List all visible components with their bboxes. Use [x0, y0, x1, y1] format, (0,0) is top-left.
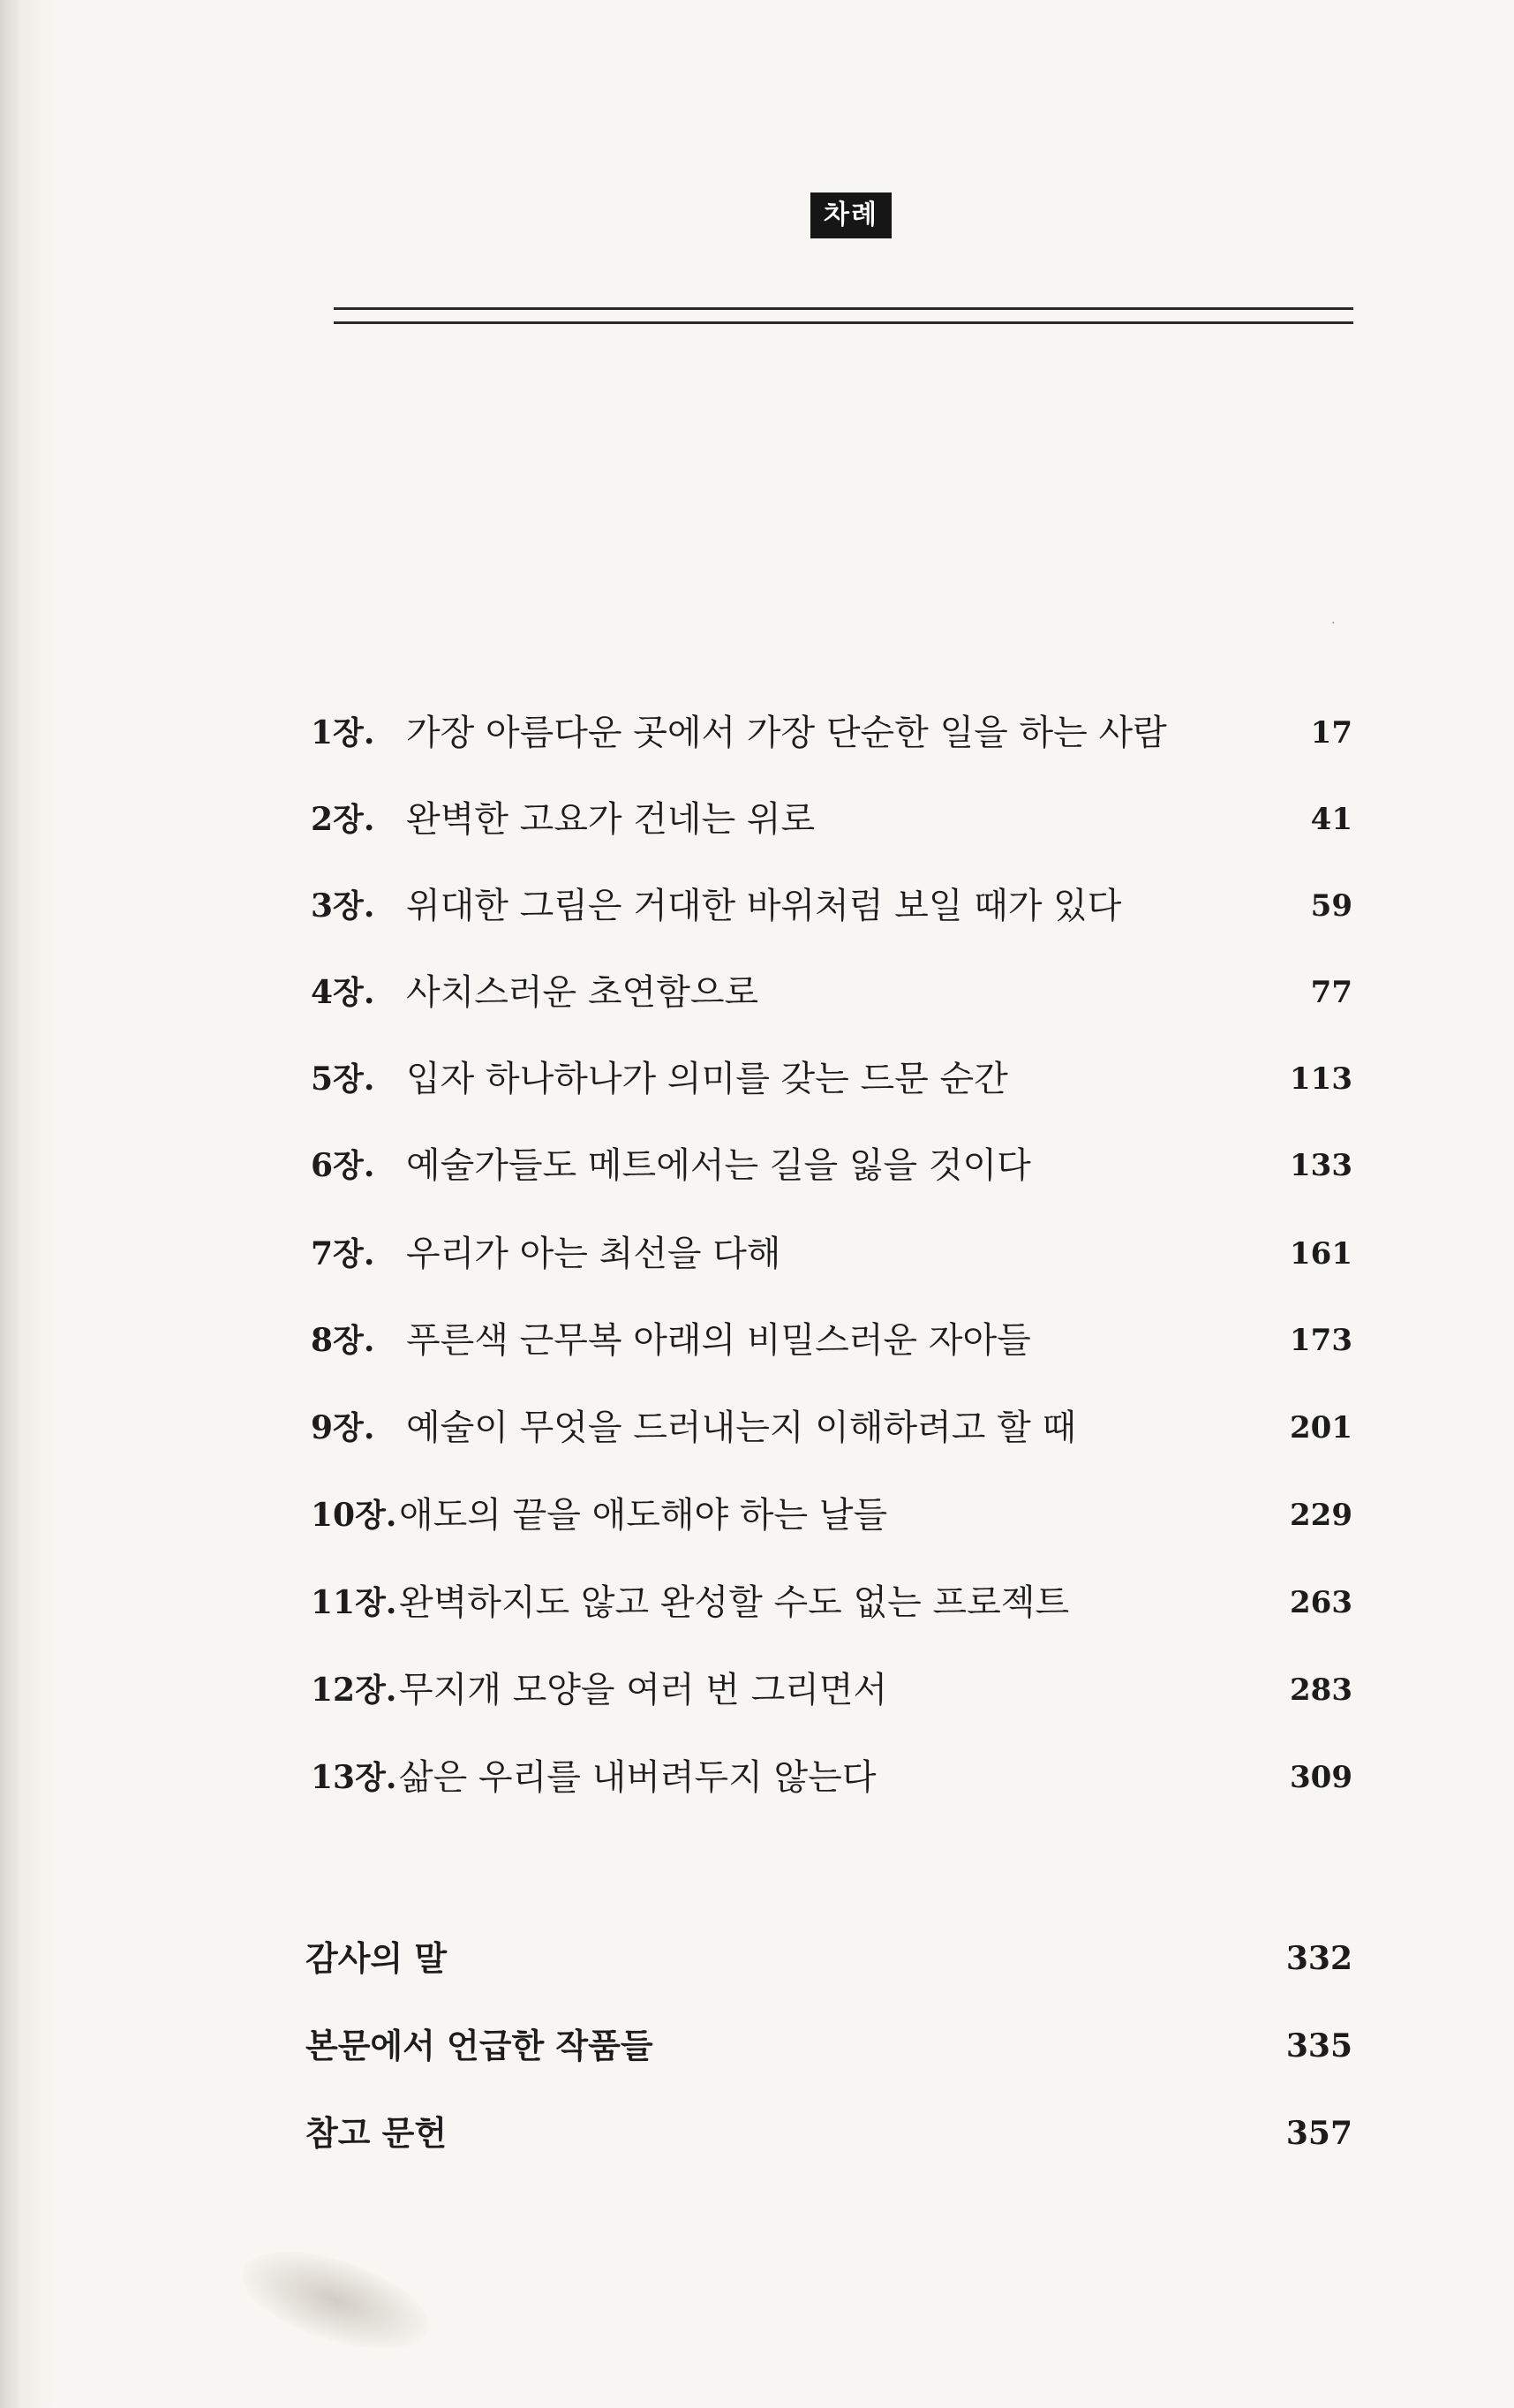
chapter-title: 입자 하나하나가 의미를 갖는 드문 순간 — [406, 1059, 1008, 1099]
back-entry-references[interactable] — [305, 2107, 1352, 2160]
toc-entry-3[interactable] — [311, 879, 1352, 932]
chapter-number: 9장. — [311, 1409, 375, 1446]
chapter-page-number: 133 — [1290, 1148, 1352, 1183]
chapter-number: 8장. — [311, 1322, 375, 1359]
chapter-title: 무지개 모양을 여러 번 그리면서 — [399, 1670, 888, 1710]
chapter-title: 가장 아름다운 곳에서 가장 단순한 일을 하는 사람 — [406, 713, 1167, 753]
chapter-number: 1장. — [311, 714, 375, 751]
chapter-number: 12장. — [311, 1672, 397, 1709]
chapter-title: 완벽한 고요가 건네는 위로 — [406, 799, 816, 840]
chapter-title: 애도의 끝을 애도해야 하는 날들 — [399, 1495, 888, 1536]
back-matter-title: 감사의 말 — [305, 1939, 448, 1978]
chapter-title: 예술가들도 메트에서는 길을 잃을 것이다 — [406, 1145, 1031, 1186]
chapter-page-number: 161 — [1290, 1236, 1352, 1272]
toc-entry-6[interactable] — [311, 1139, 1352, 1192]
chapter-title: 사치스러운 초연함으로 — [406, 972, 759, 1013]
page-edge-shadow — [0, 0, 53, 2408]
back-entry-acknowledgements[interactable] — [305, 1932, 1352, 1985]
back-matter-page-number: 335 — [1285, 2027, 1352, 2065]
toc-entry-13[interactable] — [311, 1751, 1352, 1804]
toc-entry-10[interactable] — [311, 1489, 1352, 1542]
back-matter-title: 참고 문헌 — [305, 2114, 448, 2153]
chapter-title: 완벽하지도 않고 완성할 수도 없는 프로젝트 — [399, 1582, 1070, 1623]
chapter-page-number: 201 — [1290, 1410, 1352, 1446]
back-matter-page-number: 332 — [1285, 1940, 1352, 1977]
chapter-page-number: 229 — [1290, 1498, 1352, 1533]
page-title: 차례 — [810, 192, 892, 238]
chapter-number: 6장. — [311, 1147, 375, 1184]
toc-entry-12[interactable] — [311, 1664, 1352, 1717]
chapter-number: 7장. — [311, 1235, 375, 1272]
page-smudge — [230, 2232, 440, 2368]
chapter-number: 13장. — [311, 1759, 397, 1796]
chapter-page-number: 77 — [1310, 975, 1352, 1010]
chapter-title: 삶은 우리를 내버려두지 않는다 — [399, 1757, 877, 1798]
toc-entry-1[interactable] — [311, 706, 1352, 759]
toc-entry-5[interactable] — [311, 1053, 1352, 1106]
toc-entry-7[interactable] — [311, 1227, 1352, 1280]
back-entry-works-mentioned[interactable] — [305, 2019, 1352, 2072]
toc-entry-9[interactable] — [311, 1401, 1352, 1454]
chapter-number: 3장. — [311, 887, 375, 925]
chapter-number: 11장. — [311, 1584, 397, 1621]
toc-entry-8[interactable] — [311, 1314, 1352, 1367]
back-matter-page-number: 357 — [1285, 2115, 1352, 2152]
chapter-title: 예술이 무엇을 드러내는지 이해하려고 할 때 — [406, 1408, 1077, 1448]
chapter-page-number: 309 — [1290, 1760, 1352, 1795]
chapter-number: 4장. — [311, 974, 375, 1011]
toc-entry-4[interactable] — [311, 966, 1352, 1019]
chapter-number: 2장. — [311, 801, 375, 838]
stray-mark: · — [1331, 616, 1336, 630]
divider-top — [334, 307, 1353, 310]
chapter-page-number: 283 — [1290, 1672, 1352, 1708]
toc-entry-2[interactable] — [311, 793, 1352, 846]
chapter-page-number: 173 — [1290, 1323, 1352, 1358]
chapter-page-number: 59 — [1310, 888, 1352, 924]
chapter-title: 푸른색 근무복 아래의 비밀스러운 자아들 — [406, 1320, 1031, 1361]
chapter-number: 10장. — [311, 1497, 397, 1534]
back-matter-title: 본문에서 언급한 작품들 — [305, 2027, 653, 2065]
chapter-page-number: 113 — [1290, 1061, 1352, 1097]
chapter-page-number: 263 — [1290, 1585, 1352, 1620]
divider-bottom — [334, 321, 1353, 324]
chapter-number: 5장. — [311, 1061, 375, 1098]
chapter-title: 우리가 아는 최선을 다해 — [406, 1234, 781, 1274]
toc-entry-11[interactable] — [311, 1576, 1352, 1629]
chapter-page-number: 41 — [1310, 802, 1352, 837]
chapter-page-number: 17 — [1310, 715, 1352, 751]
chapter-title: 위대한 그림은 거대한 바위처럼 보일 때가 있다 — [406, 886, 1122, 926]
